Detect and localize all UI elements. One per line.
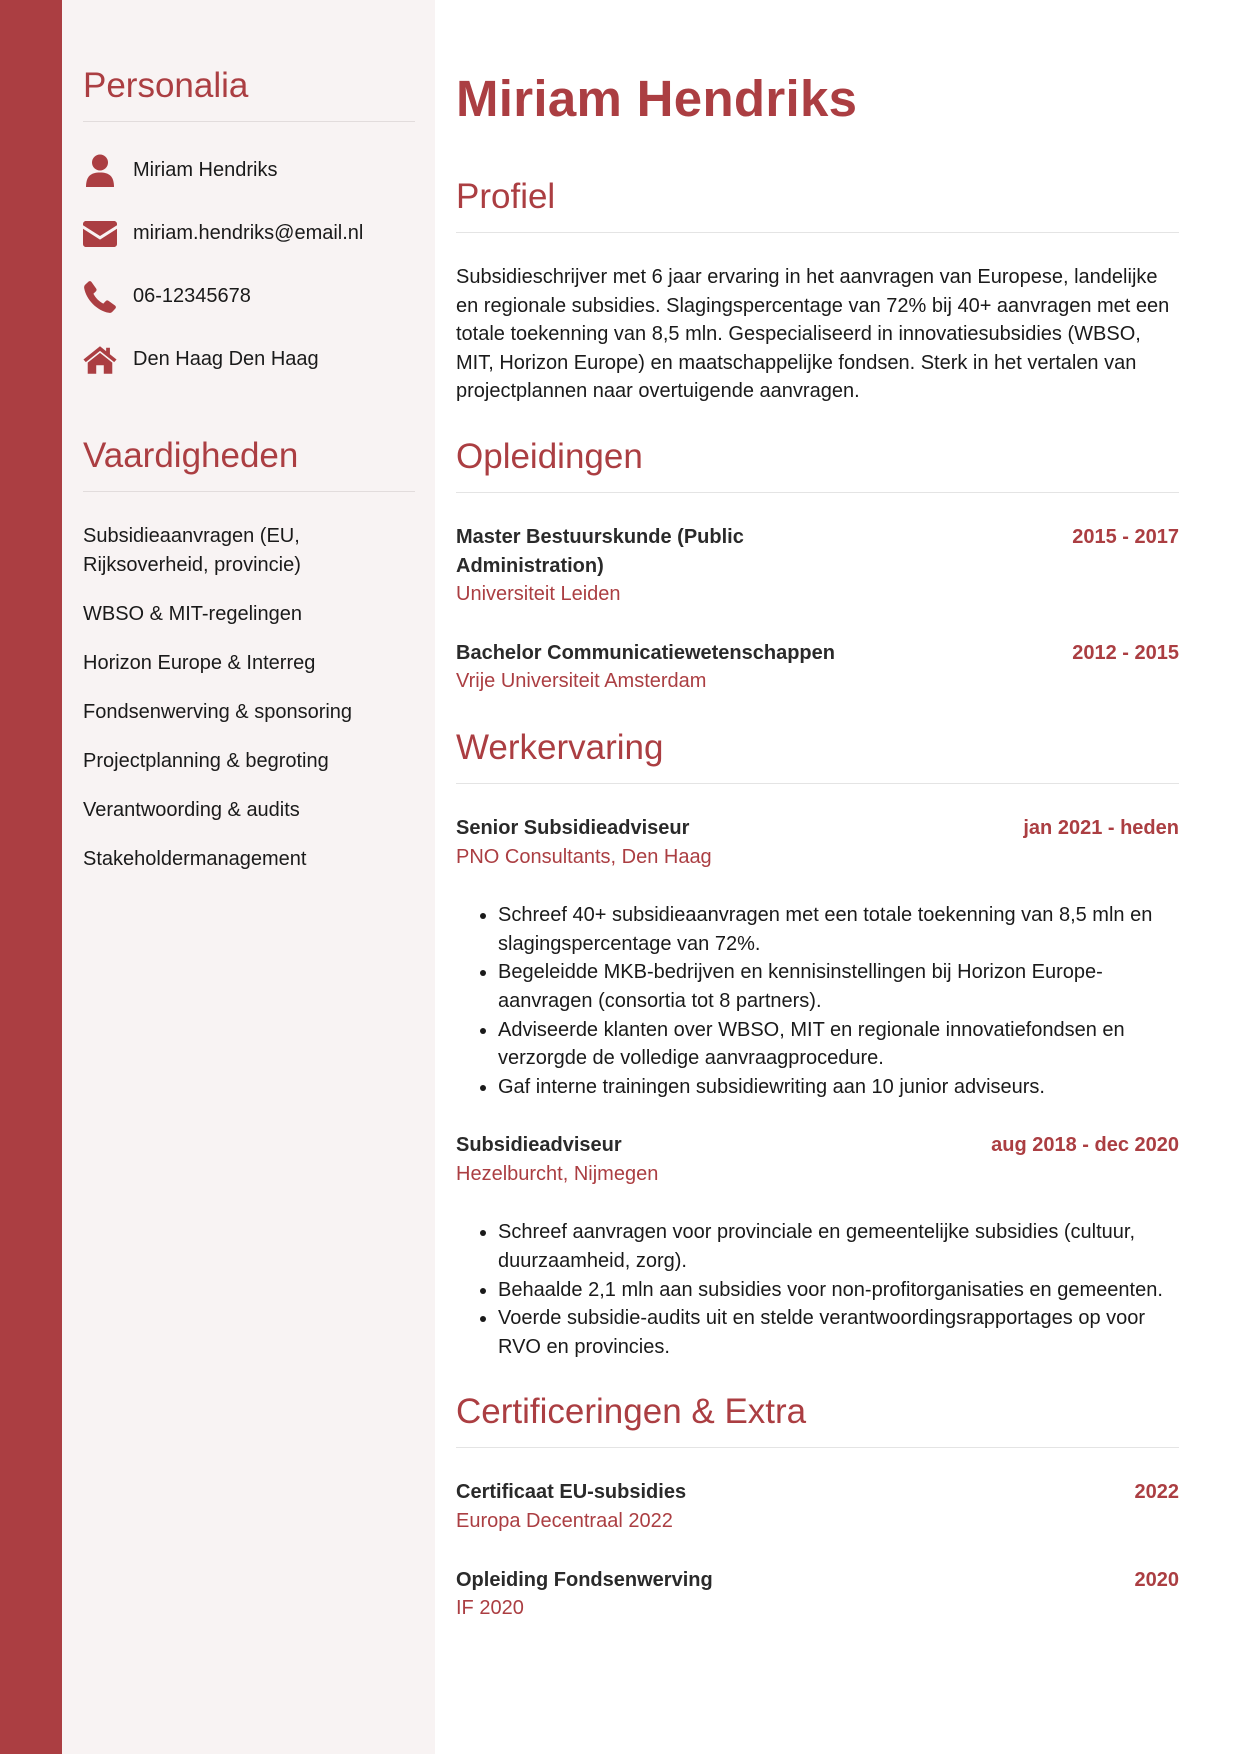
phone-icon xyxy=(83,280,117,314)
skill-item: Stakeholdermanagement xyxy=(83,848,307,870)
contact-address-text: Den Haag Den Haag xyxy=(133,348,319,370)
envelope-icon xyxy=(83,217,117,251)
skill-item: Verantwoording & audits xyxy=(83,799,300,821)
bullet-item: • Gaf interne trainingen subsidiewriting aan 10 junior adviseurs. xyxy=(498,1073,1179,1102)
contact-address xyxy=(83,328,415,391)
contact-list xyxy=(83,139,415,391)
skills-heading: Vaardigheden xyxy=(83,434,415,492)
contact-email xyxy=(83,202,415,265)
entry-title: Certificaat EU-subsidies xyxy=(456,1481,687,1504)
entry-date: 2015 - 2017 xyxy=(1072,525,1179,548)
education-heading: Opleidingen xyxy=(456,435,1179,493)
entry-date: 2012 - 2015 xyxy=(1072,641,1179,664)
skills-list xyxy=(83,522,415,874)
entry-date: aug 2018 - dec 2020 xyxy=(991,1134,1179,1157)
education-entry xyxy=(456,523,1179,609)
bullet-item: • Voerde subsidie-audits uit en stelde verantwoordingsrapportages op voor RVO en provincies. xyxy=(498,1304,1179,1361)
skill-item: Horizon Europe & Interreg xyxy=(83,652,316,674)
bullet-item: • Schreef aanvragen voor provinciale en gemeentelijke subsidies (cultuur, duurzaamheid, zorg). xyxy=(498,1218,1179,1275)
contact-phone xyxy=(83,265,415,328)
profile-text: Subsidieschrijver met 6 jaar ervaring in het aanvragen van Europese, landelijke en regionale subsidies. Slagingspercentage van 72% bij 40+ aanvragen met een totale toekenning van 8,5 mln. Gespecialiseerd in innovatiesubsidies (WBSO, MIT, Horizon Europe) en maatschappelijke fondsen. Sterk in het vertalen van projectplannen naar overtuigende aanvragen. xyxy=(456,266,1170,403)
certifications-list xyxy=(456,1478,1179,1622)
home-icon xyxy=(83,343,117,377)
work-entry xyxy=(456,814,1179,1101)
entry-title: Master Bestuurskunde (Public Administration) xyxy=(456,525,744,577)
entry-title: Subsidieadviseur xyxy=(456,1134,622,1157)
bullet-item: • Begeleidde MKB-bedrijven en kennisinstellingen bij Horizon Europe-aanvragen (consortia tot 8 partners). xyxy=(498,958,1179,1015)
entry-date: jan 2021 - heden xyxy=(1023,816,1179,839)
bullet-item: • Schreef 40+ subsidieaanvragen met een totale toekenning van 8,5 mln en slagingspercentage van 72%. xyxy=(498,901,1179,958)
bullet-item: • Behaalde 2,1 mln aan subsidies voor non-profitorganisaties en gemeenten. xyxy=(498,1276,1179,1305)
work-bullets xyxy=(456,1218,1179,1361)
accent-strip xyxy=(0,0,62,1754)
profile-heading: Profiel xyxy=(456,175,1179,233)
contact-email-text[interactable]: miriam.hendriks@email.nl xyxy=(133,222,364,244)
entry-org: Vrije Universiteit Amsterdam xyxy=(456,670,707,693)
candidate-name: Miriam Hendriks xyxy=(456,70,858,127)
entry-title: Opleiding Fondsenwerving xyxy=(456,1568,713,1591)
entry-title: Senior Subsidieadviseur xyxy=(456,816,690,839)
entry-org: Universiteit Leiden xyxy=(456,583,621,606)
main-content xyxy=(435,0,1241,1754)
entry-org: Europa Decentraal 2022 xyxy=(456,1510,673,1533)
sidebar xyxy=(62,0,435,1754)
entry-date: 2020 xyxy=(1134,1568,1179,1591)
user-icon xyxy=(83,154,117,188)
certification-entry xyxy=(456,1566,1179,1623)
certification-entry xyxy=(456,1478,1179,1535)
contact-phone-text[interactable]: 06-12345678 xyxy=(133,285,251,307)
contact-name-text: Miriam Hendriks xyxy=(133,159,278,181)
work-list xyxy=(456,814,1179,1362)
work-heading: Werkervaring xyxy=(456,726,1179,784)
entry-org: IF 2020 xyxy=(456,1597,524,1620)
skill-item: WBSO & MIT-regelingen xyxy=(83,603,302,625)
entry-org: PNO Consultants, Den Haag xyxy=(456,845,712,868)
education-list xyxy=(456,523,1179,696)
skill-item: Subsidieaanvragen (EU, Rijksoverheid, provincie) xyxy=(83,525,301,576)
bullet-item: • Adviseerde klanten over WBSO, MIT en regionale innovatiefondsen en verzorgde de volledige aanvraagprocedure. xyxy=(498,1016,1179,1073)
work-bullets xyxy=(456,901,1179,1101)
work-entry xyxy=(456,1131,1179,1361)
personalia-heading: Personalia xyxy=(83,64,415,122)
entry-date: 2022 xyxy=(1134,1481,1179,1504)
entry-title: Bachelor Communicatiewetenschappen xyxy=(456,641,835,664)
education-entry xyxy=(456,639,1179,696)
certifications-heading: Certificeringen & Extra xyxy=(456,1390,1179,1448)
contact-name xyxy=(83,139,415,202)
skill-item: Fondsenwerving & sponsoring xyxy=(83,701,353,723)
skill-item: Projectplanning & begroting xyxy=(83,750,329,772)
entry-org: Hezelburcht, Nijmegen xyxy=(456,1162,659,1185)
